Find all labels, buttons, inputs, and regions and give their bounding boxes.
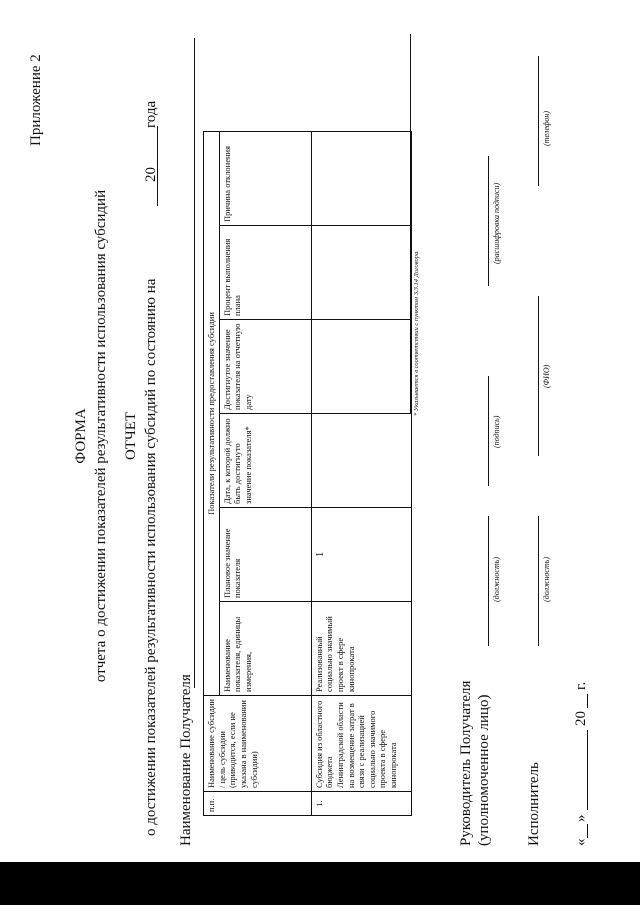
indicators-table [203,131,412,816]
cell-num: 1. [311,792,411,816]
date-year-blank [587,694,588,708]
report-year-blank [157,134,158,164]
cell-date [311,414,411,508]
head-signature-blank [488,376,489,486]
cell-indicator: Реализованный социально значимый проект в сфере кинопроката [311,602,411,696]
cell-subsidy: Субсидия из областного бюджета Ленинградской области на возмещение затрат в связи с реализацией социально значимого проекта в сфере кинопроката [311,696,411,792]
header-plan: Плановое значение показателя [219,508,311,602]
appendix-label: Приложение 2 [28,54,44,146]
form-subtitle: отчета о достижении показателей результативности использования субсидий [93,189,109,683]
table-row [311,132,411,816]
header-num: п.п. [204,792,312,816]
head-position-caption: (должность) [492,556,501,602]
head-label-authorized: (уполномоченное лицо) [476,694,492,846]
recipient-label: Наименование Получателя [178,674,194,846]
executor-phone-caption: (телефон) [542,110,551,146]
scan-bottom-edge [0,862,640,905]
recipient-blank [194,38,195,688]
footnote: * Указывается в соответствии с пунктом 3.3.14 Договора. [413,250,420,416]
header-percent: Процент выполнения плана [219,226,311,320]
cell-percent [311,226,411,320]
header-indicators-group: Показатели результативности предоставления субсидии [204,132,220,696]
report-year-word: года [143,100,159,128]
head-position-blank [488,516,489,646]
executor-fio-caption: (ФИО) [542,364,551,388]
date-month-blank [587,730,588,810]
executor-position-blank [538,516,539,646]
header-indicator: Наименование показателя, единицы измерения, [219,602,311,696]
cell-plan: 1 [311,508,411,602]
executor-position-caption: (должность) [542,556,551,602]
date-close-quote: » [573,814,589,822]
report-year-prefix: 20 [143,167,159,182]
header-subsidy: Наименование субсидии / цель субсидии (приводится, если не указана в наименовании субсидии) [204,696,312,792]
report-subtitle: о достижении показателей результативности использования субсидий по состоянию на [143,278,159,836]
header-achieved: Достигнутое значение показателя на отчетную дату [219,320,311,414]
footnote-rule [410,34,411,414]
executor-fio-blank [538,296,539,456]
report-title: ОТЧЕТ [123,411,139,461]
executor-phone-blank [538,56,539,186]
date-day-blank [587,824,588,838]
head-decoding-caption: (расшифровка подписи) [492,182,501,264]
executor-label: Исполнитель [526,762,542,846]
head-label: Руководитель Получателя [458,680,474,846]
form-title: ФОРМА [73,408,89,464]
cell-reason [311,132,411,226]
date-line [573,606,593,846]
table-header-row-1 [204,132,220,816]
cell-achieved [311,320,411,414]
head-decoding-blank [488,156,489,286]
rotated-document-page [18,26,618,846]
header-date: Дата, к которой должно быть достигнуто значение показателя* [219,414,311,508]
date-open-quote: « [573,838,589,846]
date-year-prefix: 20 [573,711,589,726]
head-signature-caption: (подпись) [492,415,501,448]
date-year-suffix: г. [573,681,589,690]
header-reason: Причина отклонения [219,132,311,226]
